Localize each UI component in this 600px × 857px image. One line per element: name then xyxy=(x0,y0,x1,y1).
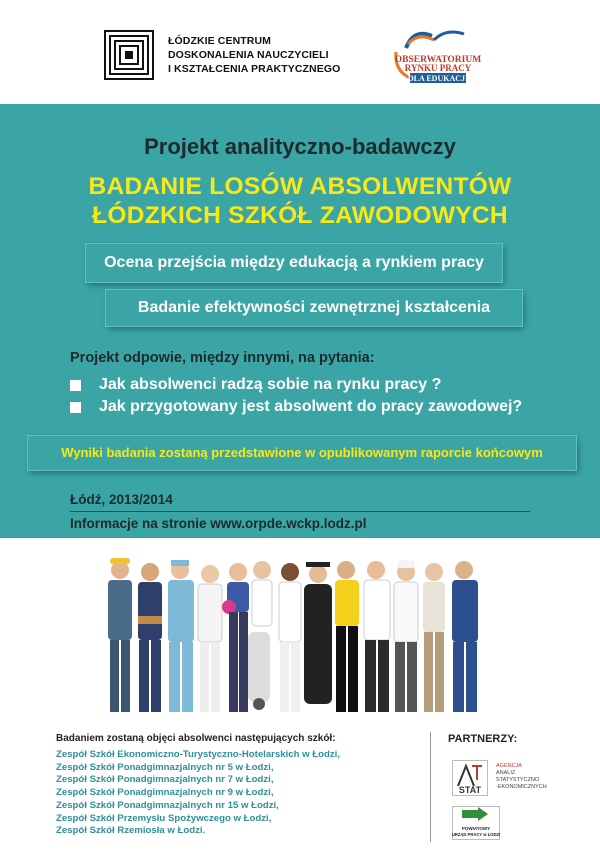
obs-line: RYNKU PRACY xyxy=(404,63,472,73)
agency-name xyxy=(496,763,547,791)
obs-line: DLA EDUKACJI xyxy=(407,74,469,83)
worker-figure xyxy=(168,560,194,712)
worker-figure xyxy=(108,558,132,712)
workers-illustration xyxy=(98,552,500,720)
header xyxy=(0,0,600,104)
info-link: Informacje na stronie www.orpde.wckp.lodz.pl xyxy=(70,516,367,531)
agency-line: STATYSTYCZNO xyxy=(496,777,540,783)
list-item: Zespół Szkół Rzemiosła w Łodzi. xyxy=(56,825,206,837)
agency-logo-text: STAT xyxy=(458,785,482,795)
agency-line: AGENCJA xyxy=(496,763,522,769)
list-item: Zespół Szkół Ponadgimnazjalnych nr 5 w Łodzi, xyxy=(56,761,274,773)
list-item: Zespół Szkół Przemysłu Spożywczego w Łodzi, xyxy=(56,812,272,824)
worker-figure xyxy=(452,561,478,712)
list-item: Zespół Szkół Ekonomiczno-Turystyczno-Hotelarskich w Łodzi, xyxy=(56,749,340,760)
square-bullet-icon xyxy=(70,402,81,413)
observatory-logo xyxy=(388,22,484,86)
question-text: Jak absolwenci radzą sobie na rynku pracy ? xyxy=(99,376,442,393)
worker-figure xyxy=(279,563,301,712)
list-item xyxy=(70,374,522,396)
worker-figure xyxy=(335,561,359,712)
stat-agency-logo xyxy=(452,760,488,796)
divider xyxy=(430,732,431,842)
list-item xyxy=(70,396,522,418)
worker-figure xyxy=(248,561,272,710)
partners-label: PARTNERZY: xyxy=(448,733,518,745)
org-line: I KSZTAŁCENIA PRAKTYCZNEGO xyxy=(168,63,341,75)
obs-line: OBSERWATORIUM xyxy=(394,55,482,65)
worker-figure xyxy=(138,563,162,712)
school-list xyxy=(56,749,340,838)
lc-logo-icon xyxy=(104,30,154,80)
agency-line: -EKONOMICZNYCH xyxy=(496,784,547,790)
org-line: DOSKONALENIA NAUCZYCIELI xyxy=(168,49,329,61)
agency-line: ANALIZ xyxy=(496,770,516,776)
org-name xyxy=(168,34,340,76)
office-line: POWIATOWY xyxy=(461,826,491,831)
worker-figure xyxy=(304,562,332,704)
worker-figure xyxy=(423,563,445,712)
title-line: ŁÓDZKICH SZKÓŁ ZAWODOWYCH xyxy=(92,202,508,229)
worker-figure xyxy=(222,563,249,712)
labour-office-logo xyxy=(452,806,500,840)
list-item: Zespół Szkół Ponadgimnazjalnych nr 9 w Łodzi, xyxy=(56,787,274,799)
divider xyxy=(70,511,530,512)
schools-intro: Badaniem zostaną objęci absolwenci następujących szkół: xyxy=(56,733,336,744)
questions-intro: Projekt odpowie, między innymi, na pytania: xyxy=(70,350,375,366)
results-box: Wyniki badania zostaną przedstawione w opublikowanym raporcie końcowym xyxy=(28,436,576,470)
title-line: BADANIE LOSÓW ABSOLWENTÓW xyxy=(88,173,512,200)
worker-figure xyxy=(198,565,222,712)
worker-figure xyxy=(364,561,390,712)
questions-list xyxy=(70,374,522,418)
project-type: Projekt analityczno-badawczy xyxy=(144,134,456,159)
goal-box: Ocena przejścia między edukacją a rynkiem pracy xyxy=(86,244,502,282)
square-bullet-icon xyxy=(70,380,81,391)
goal-box: Badanie efektywności zewnętrznej kształcenia xyxy=(106,290,522,326)
page-title xyxy=(0,172,600,230)
worker-figure xyxy=(394,560,418,712)
date: Łódź, 2013/2014 xyxy=(70,492,173,507)
list-item: Zespół Szkół Ponadgimnazjalnych nr 7 w Łodzi, xyxy=(56,774,274,786)
question-text: Jak przygotowany jest absolwent do pracy zawodowej? xyxy=(99,398,523,415)
org-line: ŁÓDZKIE CENTRUM xyxy=(168,35,271,47)
office-line: URZĄD PRACY w ŁODZI xyxy=(452,832,500,837)
list-item: Zespół Szkół Ponadgimnazjalnych nr 15 w Łodzi, xyxy=(56,799,279,811)
